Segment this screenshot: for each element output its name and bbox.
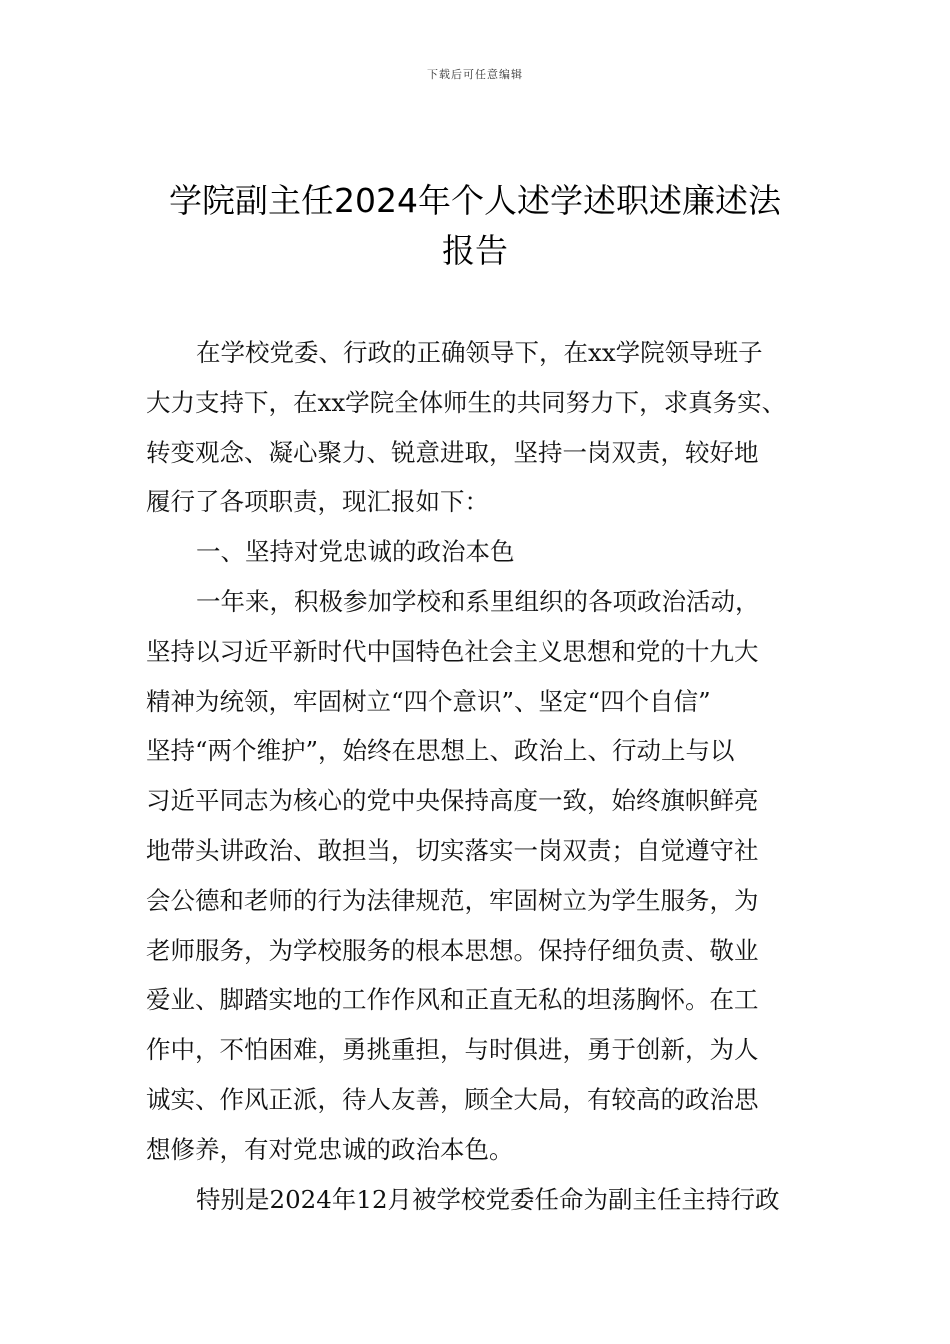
body-line: 坚持以习近平新时代中国特色社会主义思想和党的十九大: [146, 636, 759, 666]
body-line: 大力支持下，在xx学院全体师生的共同努力下，求真务实、: [146, 387, 787, 417]
body-line: 一、坚持对党忠诚的政治本色: [196, 537, 515, 567]
header-note: 下载后可任意编辑: [427, 68, 523, 81]
document-body: [146, 328, 812, 1224]
body-line: 转变观念、凝心聚力、锐意进取，坚持一岗双责，较好地: [146, 437, 759, 467]
body-line: 爱业、脚踏实地的工作作风和正直无私的坦荡胸怀。在工: [146, 985, 759, 1015]
document-title: [100, 176, 850, 276]
body-line: 履行了各项职责，现汇报如下：: [146, 487, 489, 517]
body-line: 老师服务，为学校服务的根本思想。保持仔细负责、敬业: [146, 935, 759, 965]
body-line: 地带头讲政治、敢担当，切实落实一岗双责；自觉遵守社: [146, 835, 759, 865]
document-title-line-1: 学院副主任2024年个人述学述职述廉述法: [169, 181, 781, 220]
body-line: 诚实、作风正派，待人友善，顾全大局，有较高的政治思: [146, 1084, 759, 1114]
body-line: 在学校党委、行政的正确领导下，在xx学院领导班子: [196, 338, 763, 367]
body-line: 坚持“两个维护”，始终在思想上、政治上、行动上与以: [146, 736, 735, 766]
body-line: 作中，不怕困难，勇挑重担，与时俱进，勇于创新，为人: [146, 1035, 759, 1065]
body-line: 精神为统领，牢固树立“四个意识”、坚定“四个自信”: [146, 686, 711, 716]
body-line: 特别是2024年12月被学校党委任命为副主任主持行政: [196, 1184, 780, 1214]
body-line: 想修养，有对党忠诚的政治本色。: [146, 1134, 514, 1164]
body-line: 习近平同志为核心的党中央保持高度一致，始终旗帜鲜亮: [146, 786, 759, 816]
body-line: 一年来，积极参加学校和系里组织的各项政治活动，: [196, 586, 760, 616]
body-line: 会公德和老师的行为法律规范，牢固树立为学生服务，为: [146, 885, 759, 915]
document-title-line-2: 报告: [442, 231, 508, 270]
